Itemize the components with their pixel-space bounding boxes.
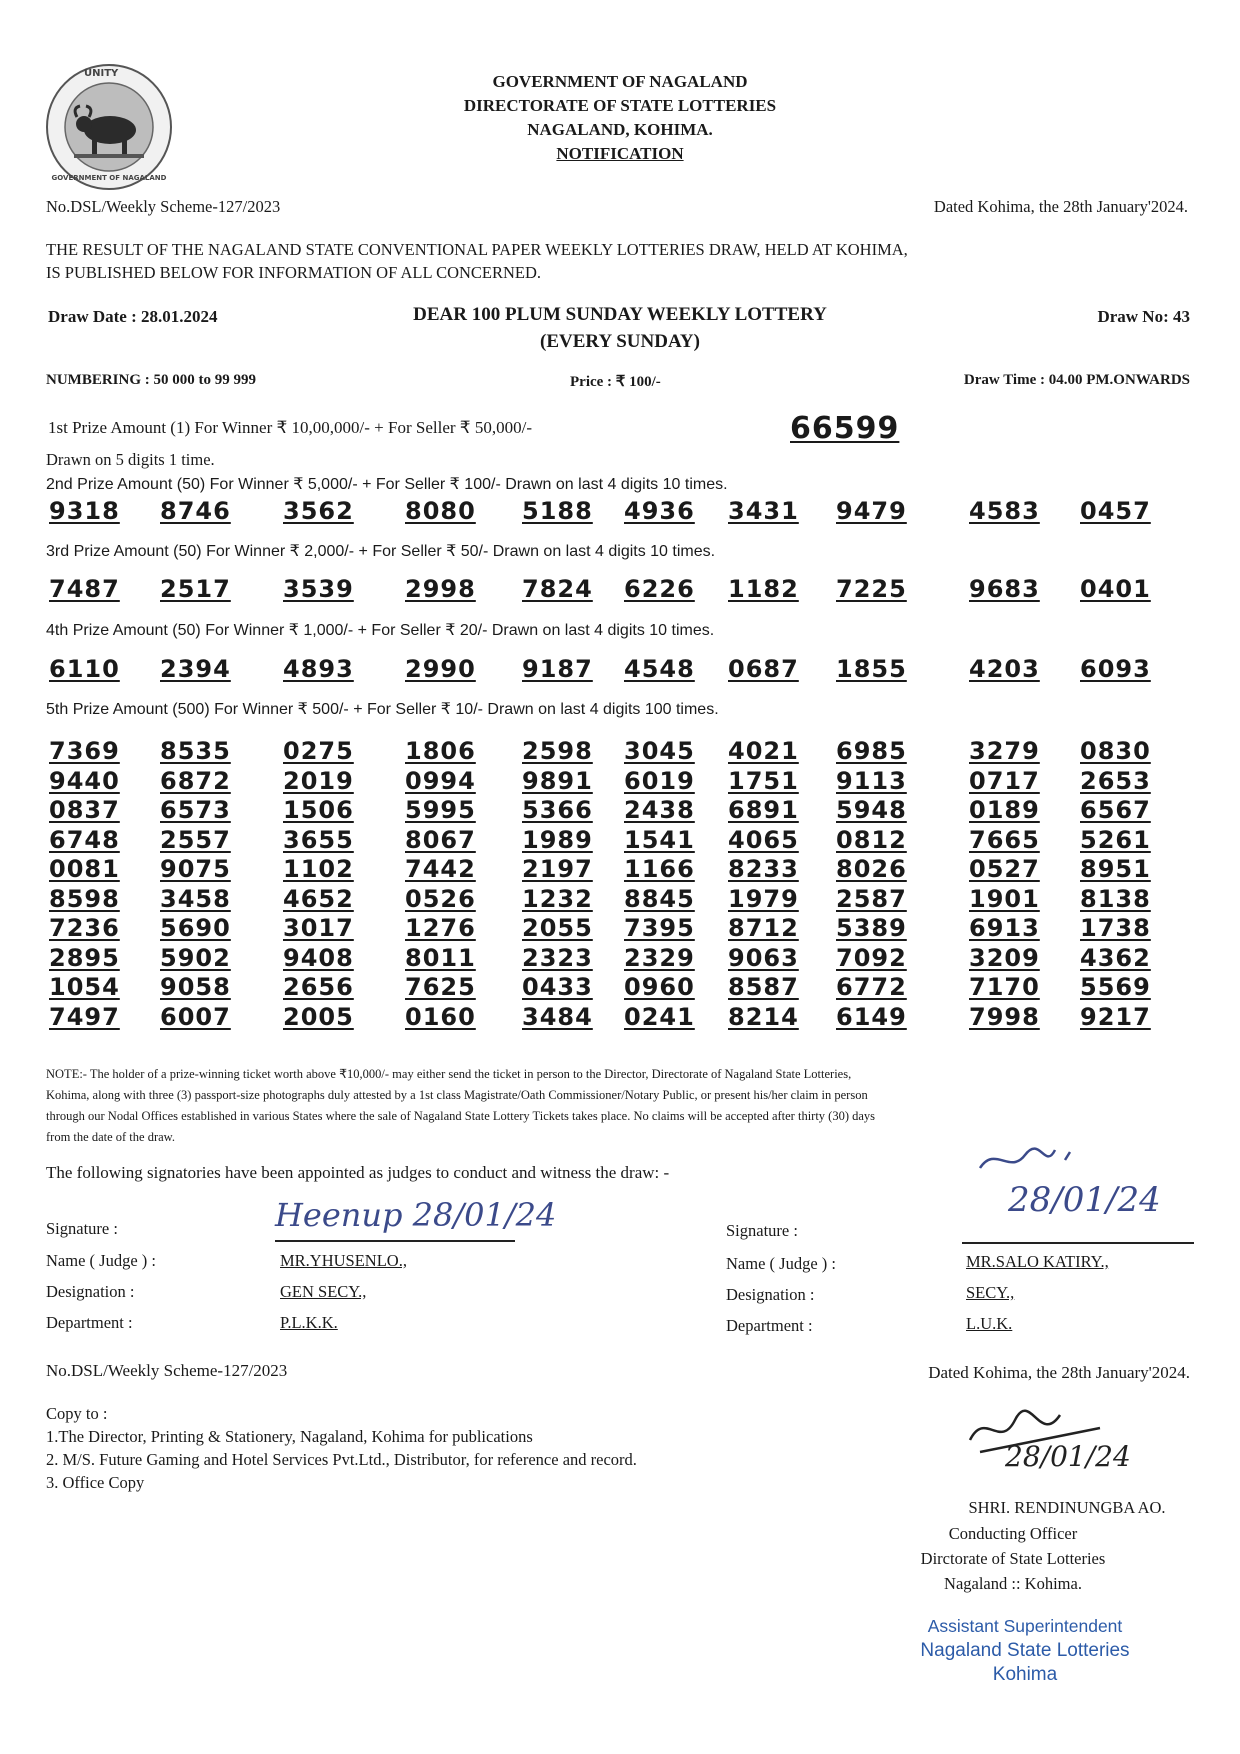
prize-number: 4548 (624, 655, 695, 683)
prize-number: 6748 (49, 825, 120, 854)
prize-number: 1276 (405, 914, 476, 942)
prize-number: 2656 (283, 973, 354, 1001)
judges-intro: The following signatories have been appointed as judges to conduct and witness the draw: - (46, 1163, 670, 1182)
prize-number: 9318 (49, 497, 120, 525)
prize-number: 4362 (1080, 943, 1151, 972)
intro-line-1: THE RESULT OF THE NAGALAND STATE CONVENTIONAL PAPER WEEKLY LOTTERIES DRAW, HELD AT KOHIMA, (46, 240, 908, 259)
prize-number: 1751 (728, 766, 799, 795)
prize-number: 3655 (283, 825, 354, 854)
prize-number: 8535 (160, 737, 231, 765)
draw-date: Draw Date : 28.01.2024 (48, 307, 218, 326)
prize-number: 1979 (728, 884, 799, 913)
prize-number: 1541 (624, 825, 695, 854)
left-judge-designation: GEN SECY., (280, 1282, 367, 1301)
fifth-prize-grid (0, 737, 1240, 1037)
prize-number: 2587 (836, 884, 907, 913)
prize-number: 8746 (160, 497, 231, 525)
prize-number: 2653 (1080, 766, 1151, 795)
prize-number: 7625 (405, 973, 476, 1001)
prize-number: 7170 (969, 973, 1040, 1001)
header-government: GOVERNMENT OF NAGALAND (492, 72, 748, 91)
prize-number: 0241 (624, 1002, 695, 1031)
header-notification: NOTIFICATION (556, 144, 684, 163)
prize-number: 2323 (522, 943, 593, 972)
prize-number: 2438 (624, 796, 695, 824)
prize-number: 7497 (49, 1002, 120, 1031)
signature-scribble-icon (975, 1140, 1095, 1180)
second-prize-label: 2nd Prize Amount (50) For Winner ₹ 5,000/- + For Seller ₹ 100/- Drawn on last 4 digits 10 times. (46, 476, 728, 493)
prize-number: 6019 (624, 766, 695, 795)
prize-number: 8138 (1080, 884, 1151, 913)
prize-number: 1506 (283, 796, 354, 824)
note-line-2: Kohima, along with three (3) passport-size photographs duly attested by a 1st class Magistrate/Oath Commissioner/Notary Public, or present his/her claim in person (46, 1088, 868, 1102)
prize-number: 9113 (836, 766, 907, 795)
prize-number: 3045 (624, 737, 695, 765)
prize-number: 5261 (1080, 825, 1151, 854)
right-name-label: Name ( Judge ) : (726, 1254, 836, 1273)
prize-number: 2394 (160, 655, 231, 683)
prize-number: 0433 (522, 973, 593, 1001)
prize-number: 7092 (836, 943, 907, 972)
prize-number: 9063 (728, 943, 799, 972)
prize-number: 3279 (969, 737, 1040, 765)
prize-number: 5995 (405, 796, 476, 824)
copy-item-3: 3. Office Copy (46, 1473, 145, 1492)
numbering-range: NUMBERING : 50 000 to 99 999 (46, 372, 256, 388)
prize-number: 4936 (624, 497, 695, 525)
prize-number: 0994 (405, 766, 476, 795)
prize-number: 7998 (969, 1002, 1040, 1031)
prize-number: 5948 (836, 796, 907, 824)
fifth-prize-label: 5th Prize Amount (500) For Winner ₹ 500/- + For Seller ₹ 10/- Drawn on last 4 digits 100 times. (46, 701, 719, 718)
lottery-frequency: (EVERY SUNDAY) (540, 331, 700, 352)
prize-number: 6772 (836, 973, 907, 1001)
prize-number: 0717 (969, 766, 1040, 795)
prize-number: 9217 (1080, 1002, 1151, 1031)
prize-number: 9058 (160, 973, 231, 1001)
footer-ref-number: No.DSL/Weekly Scheme-127/2023 (46, 1361, 288, 1380)
prize-number: 5366 (522, 796, 593, 824)
prize-number: 3484 (522, 1002, 593, 1031)
prize-number: 1054 (49, 973, 120, 1001)
prize-number: 9075 (160, 855, 231, 883)
prize-number: 9408 (283, 943, 354, 972)
seal-top-text: UNITY (84, 68, 119, 79)
prize-number: 2055 (522, 914, 593, 942)
prize-number: 0457 (1080, 497, 1151, 525)
first-prize-label: 1st Prize Amount (1) For Winner ₹ 10,00,000/- + For Seller ₹ 50,000/- (48, 418, 532, 437)
prize-number: 5690 (160, 914, 231, 942)
prize-number: 5902 (160, 943, 231, 972)
prize-number: 3562 (283, 497, 354, 525)
prize-number: 2990 (405, 655, 476, 683)
right-judge-department: L.U.K. (966, 1314, 1013, 1333)
prize-number: 3431 (728, 497, 799, 525)
prize-number: 8233 (728, 855, 799, 883)
prize-number: 8598 (49, 884, 120, 913)
officer-name: SHRI. RENDINUNGBA AO. (968, 1498, 1166, 1517)
prize-number: 2557 (160, 825, 231, 854)
prize-number: 6007 (160, 1002, 231, 1031)
note-line-3: through our Nodal Offices established in various States where the sale of Nagaland State Lottery Tickets takes place. No claims will be accepted after thirty (30) days (46, 1109, 876, 1123)
prize-number: 2998 (405, 575, 476, 603)
lottery-title: DEAR 100 PLUM SUNDAY WEEKLY LOTTERY (413, 304, 827, 325)
prize-number: 0275 (283, 737, 354, 765)
right-judge-name: MR.SALO KATIRY., (966, 1252, 1109, 1271)
ref-date: Dated Kohima, the 28th January'2024. (933, 197, 1188, 216)
prize-number: 1102 (283, 855, 354, 883)
prize-number: 9440 (49, 766, 120, 795)
left-designation-label: Designation : (46, 1282, 135, 1301)
prize-number: 7236 (49, 914, 120, 942)
prize-number: 8845 (624, 884, 695, 913)
note-line-4: from the date of the draw. (46, 1130, 175, 1144)
prize-number: 0401 (1080, 575, 1151, 603)
prize-number: 5188 (522, 497, 593, 525)
prize-number: 0830 (1080, 737, 1151, 765)
first-prize-drawn: Drawn on 5 digits 1 time. (46, 450, 215, 469)
prize-number: 1166 (624, 855, 695, 883)
right-signature-date: 28/01/24 (1008, 1180, 1161, 1220)
prize-number: 6149 (836, 1002, 907, 1031)
prize-number: 6891 (728, 796, 799, 824)
prize-number: 9479 (836, 497, 907, 525)
prize-number: 5389 (836, 914, 907, 942)
prize-number: 8026 (836, 855, 907, 883)
stamp-line-3: Kohima (992, 1664, 1058, 1685)
prize-number: 7665 (969, 825, 1040, 854)
prize-number: 0160 (405, 1002, 476, 1031)
officer-title: Conducting Officer (948, 1524, 1078, 1543)
prize-number: 8951 (1080, 855, 1151, 883)
prize-number: 4203 (969, 655, 1040, 683)
prize-number: 4065 (728, 825, 799, 854)
right-department-label: Department : (726, 1316, 813, 1335)
prize-number: 2598 (522, 737, 593, 765)
left-signature-label: Signature : (46, 1219, 118, 1238)
third-prize-label: 3rd Prize Amount (50) For Winner ₹ 2,000/- + For Seller ₹ 50/- Drawn on last 4 digits 10 times. (46, 543, 716, 560)
prize-number: 7442 (405, 855, 476, 883)
prize-number: 2005 (283, 1002, 354, 1031)
left-signature-line (275, 1240, 515, 1242)
left-judge-department: P.L.K.K. (280, 1313, 338, 1332)
prize-number: 7225 (836, 575, 907, 603)
prize-number: 8214 (728, 1002, 799, 1031)
left-name-label: Name ( Judge ) : (46, 1251, 156, 1270)
ref-number: No.DSL/Weekly Scheme-127/2023 (46, 197, 281, 216)
prize-number: 1855 (836, 655, 907, 683)
intro-line-2: IS PUBLISHED BELOW FOR INFORMATION OF ALL CONCERNED. (46, 263, 542, 282)
copy-item-1: 1.The Director, Printing & Stationery, Nagaland, Kohima for publications (46, 1427, 533, 1446)
footer-ref-date: Dated Kohima, the 28th January'2024. (928, 1363, 1190, 1382)
prize-number: 6093 (1080, 655, 1151, 683)
right-designation-label: Designation : (726, 1285, 815, 1304)
note-line-1: NOTE:- The holder of a prize-winning ticket worth above ₹10,000/- may either send the ticket in person to the Director, Directorate of Nagaland State Lotteries, (46, 1067, 852, 1081)
prize-number: 6226 (624, 575, 695, 603)
prize-number: 4652 (283, 884, 354, 913)
prize-number: 6985 (836, 737, 907, 765)
prize-number: 7824 (522, 575, 593, 603)
officer-signature-date: 28/01/24 (1005, 1440, 1131, 1473)
prize-number: 1738 (1080, 914, 1151, 942)
right-signature-line (962, 1242, 1194, 1244)
right-judge-designation: SECY., (966, 1283, 1015, 1302)
prize-number: 3539 (283, 575, 354, 603)
prize-number: 0527 (969, 855, 1040, 883)
prize-number: 8067 (405, 825, 476, 854)
prize-number: 1806 (405, 737, 476, 765)
prize-number: 8587 (728, 973, 799, 1001)
left-judge-name: MR.YHUSENLO., (280, 1251, 407, 1270)
prize-number: 6872 (160, 766, 231, 795)
prize-number: 3017 (283, 914, 354, 942)
prize-number: 8080 (405, 497, 476, 525)
left-signature-hand: Heenup 28/01/24 (275, 1196, 557, 1234)
prize-number: 9187 (522, 655, 593, 683)
prize-number: 1232 (522, 884, 593, 913)
prize-number: 6573 (160, 796, 231, 824)
header-location: NAGALAND, KOHIMA. (527, 120, 713, 139)
seal-bottom-text: GOVERNMENT OF NAGALAND (51, 174, 167, 182)
prize-number: 0189 (969, 796, 1040, 824)
prize-number: 1989 (522, 825, 593, 854)
prize-number: 0812 (836, 825, 907, 854)
stamp-line-1: Assistant Superintendent (927, 1616, 1123, 1636)
prize-number: 3209 (969, 943, 1040, 972)
prize-number: 8712 (728, 914, 799, 942)
fourth-prize-label: 4th Prize Amount (50) For Winner ₹ 1,000/- + For Seller ₹ 20/- Drawn on last 4 digits 10 times. (46, 622, 715, 639)
prize-number: 7369 (49, 737, 120, 765)
header-directorate: DIRECTORATE OF STATE LOTTERIES (463, 96, 777, 115)
first-prize-number: 66599 (790, 411, 900, 446)
ticket-price: Price : ₹ 100/- (570, 374, 661, 390)
prize-number: 1182 (728, 575, 799, 603)
prize-number: 7487 (49, 575, 120, 603)
officer-place: Nagaland :: Kohima. (944, 1574, 1082, 1593)
prize-number: 4893 (283, 655, 354, 683)
stamp-line-2: Nagaland State Lotteries (920, 1640, 1130, 1661)
draw-time: Draw Time : 04.00 PM.ONWARDS (963, 372, 1190, 388)
prize-number: 2895 (49, 943, 120, 972)
prize-number: 9683 (969, 575, 1040, 603)
prize-number: 7395 (624, 914, 695, 942)
prize-number: 5569 (1080, 973, 1151, 1001)
prize-number: 2197 (522, 855, 593, 883)
prize-number: 9891 (522, 766, 593, 795)
prize-number: 8011 (405, 943, 476, 972)
prize-number: 6913 (969, 914, 1040, 942)
copy-item-2: 2. M/S. Future Gaming and Hotel Services Pvt.Ltd., Distributor, for reference and record. (46, 1450, 637, 1469)
prize-number: 4583 (969, 497, 1040, 525)
prize-number: 6110 (49, 655, 120, 683)
prize-number: 6567 (1080, 796, 1151, 824)
officer-org: Dirctorate of State Lotteries (920, 1549, 1106, 1568)
prize-number: 2019 (283, 766, 354, 795)
right-signature-label: Signature : (726, 1221, 798, 1240)
draw-number: Draw No: 43 (1097, 307, 1190, 326)
prize-number: 0837 (49, 796, 120, 824)
prize-number: 2517 (160, 575, 231, 603)
prize-number: 0526 (405, 884, 476, 913)
prize-number: 2329 (624, 943, 695, 972)
copy-title: Copy to : (46, 1404, 108, 1423)
prize-number: 0960 (624, 973, 695, 1001)
prize-number: 3458 (160, 884, 231, 913)
prize-number: 4021 (728, 737, 799, 765)
left-department-label: Department : (46, 1313, 133, 1332)
prize-number: 0687 (728, 655, 799, 683)
prize-number: 0081 (49, 855, 120, 883)
prize-number: 1901 (969, 884, 1040, 913)
